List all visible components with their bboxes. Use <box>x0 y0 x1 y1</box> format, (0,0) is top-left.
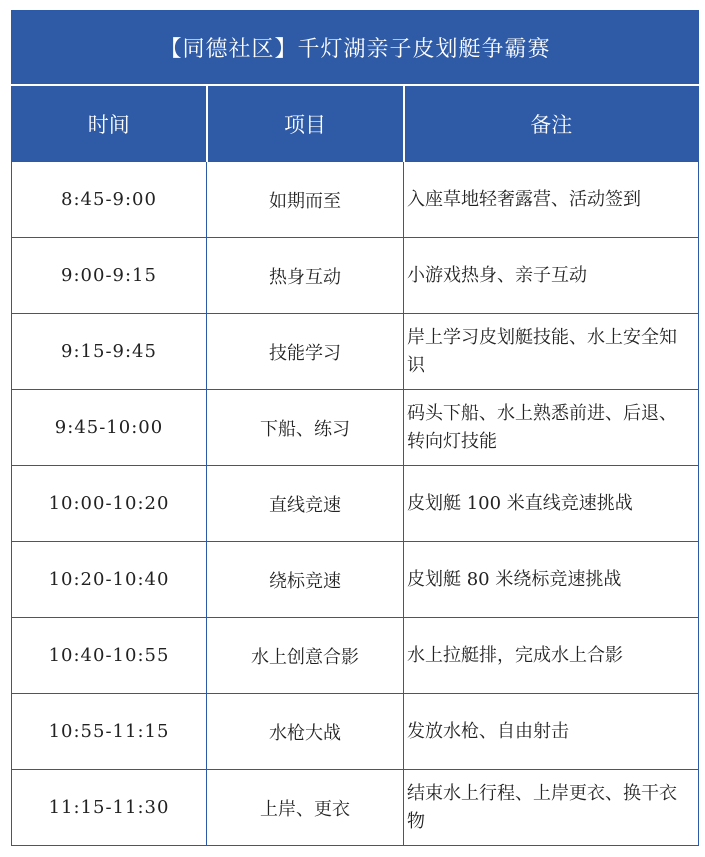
note-cell: 皮划艇 100 米直线竞速挑战 <box>404 466 699 542</box>
table-title: 【同德社区】千灯湖亲子皮划艇争霸赛 <box>12 11 699 86</box>
title-row <box>12 11 699 86</box>
table-row <box>12 162 699 238</box>
column-header-note: 备注 <box>404 85 699 162</box>
column-header-time: 时间 <box>12 85 207 162</box>
note-cell: 码头下船、水上熟悉前进、后退、转向灯技能 <box>404 390 699 466</box>
time-cell: 9:45-10:00 <box>12 390 207 466</box>
table-row <box>12 238 699 314</box>
note-cell: 水上拉艇排，完成水上合影 <box>404 618 699 694</box>
item-cell: 下船、练习 <box>207 390 404 466</box>
header-row <box>12 85 699 162</box>
note-cell: 皮划艇 80 米绕标竞速挑战 <box>404 542 699 618</box>
time-cell: 8:45-9:00 <box>12 162 207 238</box>
note-cell: 结束水上行程、上岸更衣、换干衣物 <box>404 770 699 846</box>
note-cell: 入座草地轻奢露营、活动签到 <box>404 162 699 238</box>
time-cell: 10:40-10:55 <box>12 618 207 694</box>
item-cell: 如期而至 <box>207 162 404 238</box>
item-cell: 热身互动 <box>207 238 404 314</box>
table-row <box>12 390 699 466</box>
time-cell: 10:00-10:20 <box>12 466 207 542</box>
note-cell: 小游戏热身、亲子互动 <box>404 238 699 314</box>
item-cell: 直线竞速 <box>207 466 404 542</box>
table-row <box>12 618 699 694</box>
time-cell: 10:55-11:15 <box>12 694 207 770</box>
table-row <box>12 694 699 770</box>
item-cell: 绕标竞速 <box>207 542 404 618</box>
item-cell: 水上创意合影 <box>207 618 404 694</box>
item-cell: 上岸、更衣 <box>207 770 404 846</box>
table-row <box>12 770 699 846</box>
time-cell: 9:00-9:15 <box>12 238 207 314</box>
table-row <box>12 314 699 390</box>
table-row <box>12 542 699 618</box>
item-cell: 水枪大战 <box>207 694 404 770</box>
time-cell: 11:15-11:30 <box>12 770 207 846</box>
table-row <box>12 466 699 542</box>
time-cell: 9:15-9:45 <box>12 314 207 390</box>
note-cell: 发放水枪、自由射击 <box>404 694 699 770</box>
schedule-table <box>11 10 699 846</box>
item-cell: 技能学习 <box>207 314 404 390</box>
note-cell: 岸上学习皮划艇技能、水上安全知识 <box>404 314 699 390</box>
column-header-item: 项目 <box>207 85 404 162</box>
time-cell: 10:20-10:40 <box>12 542 207 618</box>
